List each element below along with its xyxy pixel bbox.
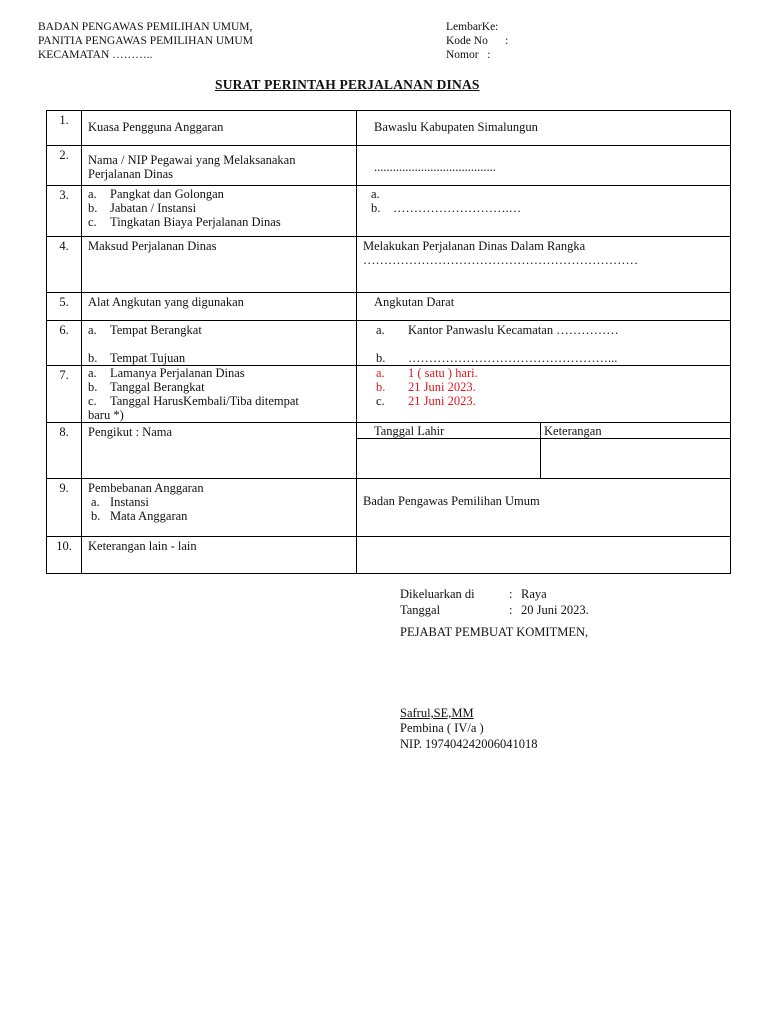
row-label — [82, 423, 357, 479]
table-row — [47, 366, 731, 423]
row-number: 8. — [47, 423, 82, 479]
pembebanan-value: Badan Pengawas Pemilihan Umum — [363, 494, 540, 508]
header-org-line-3: KECAMATAN ……….. — [38, 49, 153, 61]
row-value — [357, 293, 731, 321]
tanggal-berangkat-value: 21 Juni 2023. — [408, 380, 476, 394]
angkutan-value: Angkutan Darat — [374, 295, 455, 309]
item-key: a. — [88, 366, 97, 380]
tanggal-lahir-cell — [357, 439, 541, 479]
signatory-name: Safrul,SE,MM — [400, 706, 474, 720]
pegawai-label-line-1: Nama / NIP Pegawai yang Melaksanakan — [88, 153, 296, 167]
row-label — [82, 186, 357, 237]
header-nomor: Nomor : — [446, 49, 491, 61]
row-number: 6. — [47, 321, 82, 366]
row-number: 4. — [47, 237, 82, 293]
header-org-line-1: BADAN PENGAWAS PEMILIHAN UMUM, — [38, 21, 253, 33]
tanggal-kembali-label: Tanggal HarusKembali/Tiba ditempat — [110, 394, 299, 408]
item-key: b. — [91, 509, 101, 523]
item-key: b. — [88, 380, 98, 394]
row-value — [357, 321, 731, 366]
table-row — [47, 321, 731, 366]
row-label — [82, 321, 357, 366]
pangkat-value: a. — [371, 187, 380, 201]
keterangan-col-label: Keterangan — [544, 424, 602, 438]
date-label: Tanggal — [400, 603, 441, 617]
jabatan-label: Jabatan / Instansi — [110, 201, 197, 215]
lamanya-value: 1 ( satu ) hari. — [408, 366, 478, 380]
issued-value: Raya — [521, 587, 547, 601]
keterangan-cell — [541, 439, 731, 479]
row-value — [357, 479, 731, 537]
item-key: c. — [88, 394, 97, 408]
item-key: c. — [376, 394, 385, 408]
tanggal-lahir-header — [357, 423, 541, 439]
table-row — [47, 423, 731, 439]
row-value — [357, 366, 731, 423]
kuasa-label: Kuasa Pengguna Anggaran — [88, 120, 224, 134]
maksud-label: Maksud Perjalanan Dinas — [88, 239, 217, 253]
signatory-rank: Pembina ( IV/a ) — [400, 721, 484, 735]
table-row — [47, 237, 731, 293]
row-value — [357, 237, 731, 293]
lamanya-label: Lamanya Perjalanan Dinas — [110, 366, 245, 380]
row-value — [357, 111, 731, 146]
row-value — [357, 146, 731, 186]
header-lembar: LembarKe: — [446, 21, 499, 33]
header-kode: Kode No : — [446, 35, 509, 47]
pengikut-label: Pengikut : Nama — [88, 425, 173, 439]
row-number: 2. — [47, 146, 82, 186]
table-row — [47, 111, 731, 146]
item-key: a. — [376, 366, 385, 380]
instansi-label: Instansi — [110, 495, 149, 509]
date-sep: : — [509, 603, 513, 617]
item-key: b. — [376, 380, 386, 394]
row-label — [82, 479, 357, 537]
row-label — [82, 366, 357, 423]
tanggal-berangkat-label: Tanggal Berangkat — [110, 380, 205, 394]
pegawai-value: ....................................... — [374, 160, 496, 174]
item-key: a. — [88, 323, 97, 337]
row-number: 3. — [47, 186, 82, 237]
tanggal-lahir-label: Tanggal Lahir — [374, 424, 445, 438]
row-number: 7. — [47, 366, 82, 423]
issued-label: Dikeluarkan di — [400, 587, 475, 601]
tempat-tujuan-value: …………………………………………... — [408, 351, 618, 365]
tempat-berangkat-value: Kantor Panwaslu Kecamatan …………… — [408, 323, 619, 337]
item-key: b. — [371, 201, 381, 215]
row-number: 10. — [47, 537, 82, 574]
kuasa-value: Bawaslu Kabupaten Simalungun — [374, 120, 538, 134]
table-row — [47, 479, 731, 537]
row-label — [82, 537, 357, 574]
table-row — [47, 146, 731, 186]
item-key: b. — [88, 351, 98, 365]
row-number: 1. — [47, 111, 82, 146]
pangkat-label: Pangkat dan Golongan — [110, 187, 224, 201]
pegawai-label-line-2: Perjalanan Dinas — [88, 167, 174, 181]
row-number: 5. — [47, 293, 82, 321]
signatory-nip: NIP. 197404242006041018 — [400, 737, 538, 751]
item-key: a. — [88, 187, 97, 201]
keterangan-header — [541, 423, 731, 439]
angkutan-label: Alat Angkutan yang digunakan — [88, 295, 244, 309]
row-value — [357, 186, 731, 237]
spd-table — [46, 110, 731, 574]
header-org-line-2: PANITIA PENGAWAS PEMILIHAN UMUM — [38, 35, 253, 47]
jabatan-value: ……………………….… — [393, 201, 522, 215]
table-row — [47, 293, 731, 321]
mata-anggaran-label: Mata Anggaran — [110, 509, 188, 523]
item-key: c. — [88, 215, 97, 229]
pembebanan-label: Pembebanan Anggaran — [88, 481, 204, 495]
table-row — [47, 186, 731, 237]
maksud-value-line-2: ………………………………………………………… — [363, 253, 638, 267]
tempat-berangkat-label: Tempat Berangkat — [110, 323, 202, 337]
tanggal-kembali-value: 21 Juni 2023. — [408, 394, 476, 408]
row-label — [82, 293, 357, 321]
tingkatan-label: Tingkatan Biaya Perjalanan Dinas — [110, 215, 281, 229]
item-key: b. — [88, 201, 98, 215]
item-key: b. — [376, 351, 386, 365]
table-row — [47, 537, 731, 574]
item-key: a. — [376, 323, 385, 337]
issued-sep: : — [509, 587, 513, 601]
row-value — [357, 537, 731, 574]
maksud-value-line-1: Melakukan Perjalanan Dinas Dalam Rangka — [363, 239, 586, 253]
tempat-tujuan-label: Tempat Tujuan — [110, 351, 186, 365]
tanggal-kembali-label-cont: baru *) — [88, 408, 124, 422]
signatory-position: PEJABAT PEMBUAT KOMITMEN, — [400, 625, 589, 639]
row-label — [82, 146, 357, 186]
keterangan-lain-label: Keterangan lain - lain — [88, 539, 197, 553]
row-label — [82, 237, 357, 293]
row-label — [82, 111, 357, 146]
item-key: a. — [91, 495, 100, 509]
row-number: 9. — [47, 479, 82, 537]
date-value: 20 Juni 2023. — [521, 603, 589, 617]
document-title: SURAT PERINTAH PERJALANAN DINAS — [215, 77, 480, 92]
